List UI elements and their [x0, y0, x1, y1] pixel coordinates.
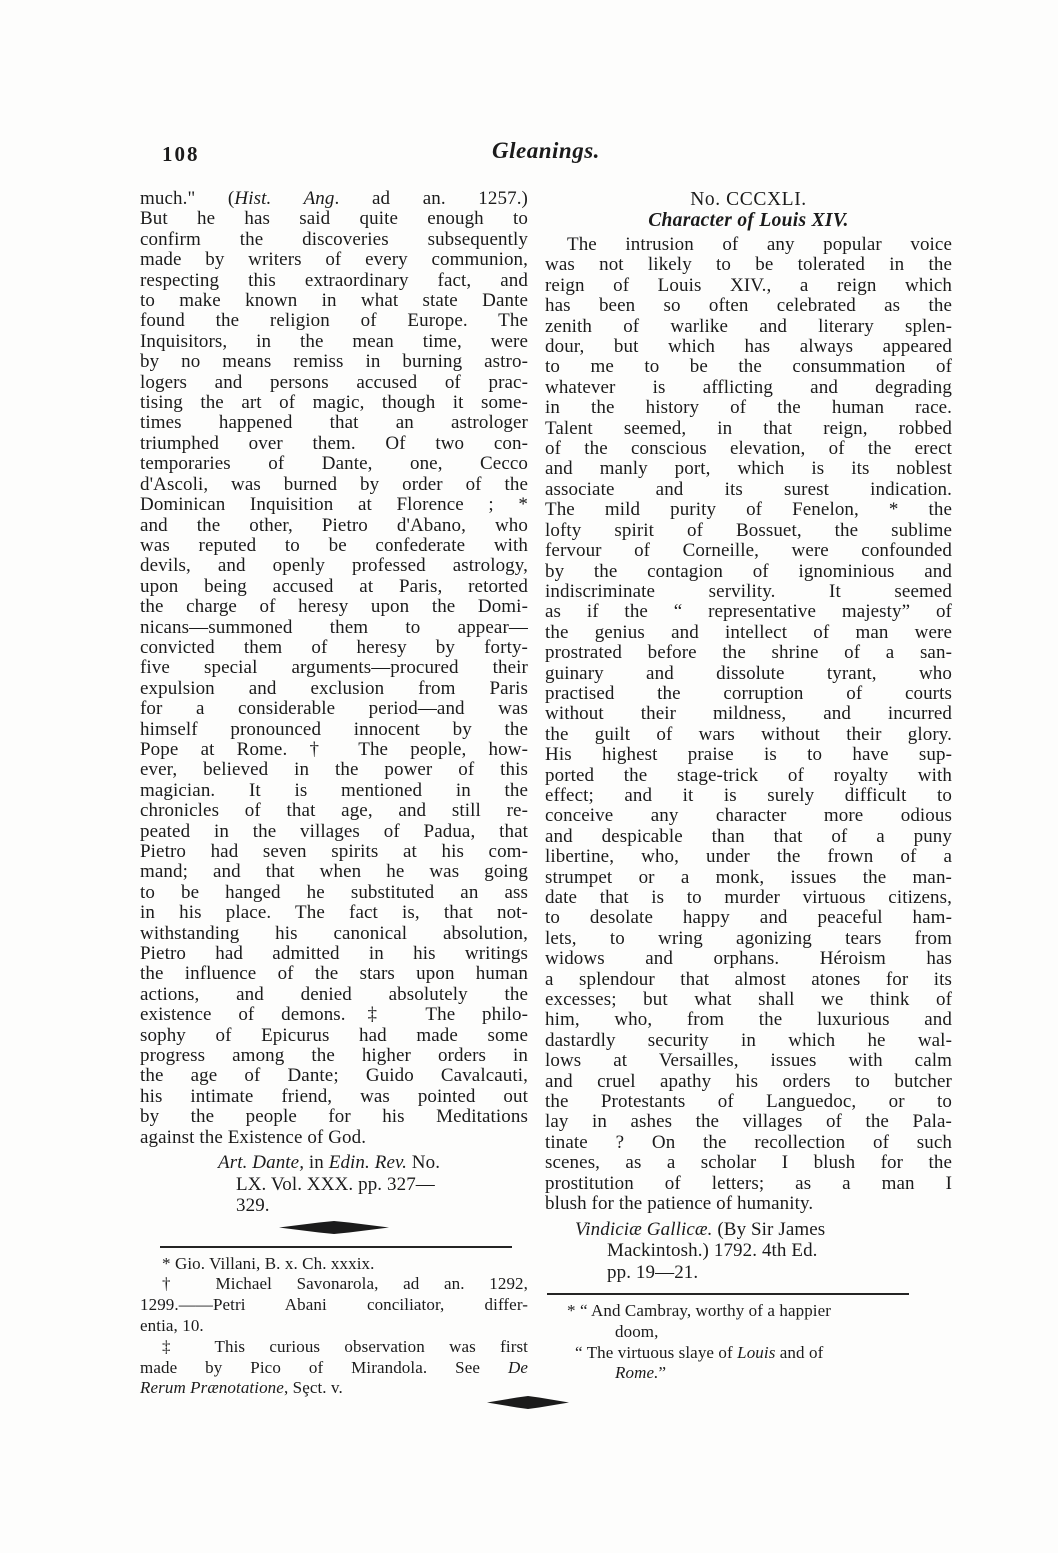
- text-line: pp. 19—21.: [607, 1261, 699, 1283]
- text-line: practised the corruption of courts: [545, 682, 952, 704]
- text-line: to be hanged he substituted an ass: [140, 881, 528, 903]
- text-line: entia, 10.: [140, 1315, 204, 1335]
- text-line: expulsion and exclusion from Paris: [140, 677, 528, 699]
- text-line: to make known in what state Dante: [140, 290, 528, 312]
- text-line: Vindiciæ Gallicæ. (By Sir James: [575, 1218, 826, 1240]
- text-line: prostrated before the shrine of a san-: [545, 642, 952, 664]
- text-line: ‡ This curious observation was first: [162, 1336, 528, 1356]
- text-line: scenes, as a scholar I blush for the: [545, 1152, 952, 1174]
- text-line: convicted them of heresy by forty-: [140, 636, 528, 658]
- text-line: him, who, from the luxurious and: [545, 1009, 952, 1031]
- text-line: and cruel apathy his orders to butcher: [545, 1070, 952, 1092]
- text-line: reign of Louis XIV., a reign which: [545, 274, 952, 296]
- text-line: lay in ashes the villages of the Pala-: [545, 1111, 952, 1133]
- page-header: [140, 138, 952, 168]
- text-line: blush for the patience of humanity.: [545, 1193, 814, 1215]
- text-line: by the people for his Meditations: [140, 1106, 528, 1128]
- article-number: No. CCCXLI.: [690, 189, 807, 210]
- text-line: logers and persons accused of prac-: [140, 371, 528, 393]
- footnote-rule: [547, 1293, 909, 1295]
- text-line: Pope at Rome. † The people, how-: [140, 738, 528, 760]
- text-line: nicans—summoned them to appear—: [140, 616, 528, 638]
- text-line: doom,: [615, 1321, 659, 1341]
- text-line: “ The virtuous slaye of Louis and of: [575, 1342, 824, 1362]
- text-line: * Gio. Villani, B. x. Ch. xxxix.: [162, 1253, 375, 1273]
- text-line: has been so often celebrated as the: [545, 295, 952, 317]
- text-line: existence of demons.‡ The philo-: [140, 1004, 528, 1026]
- right-body-text: [545, 235, 952, 1215]
- text-line: ever, believed in the power of this: [140, 759, 528, 781]
- text-line: to desolate happy and peaceful ham-: [545, 907, 952, 929]
- running-title: Gleanings.: [492, 138, 600, 163]
- article-title: Character of Louis XIV.: [648, 210, 849, 231]
- text-line: lofty spirit of Bossuet, the sublime: [545, 519, 952, 541]
- text-line: 329.: [236, 1195, 270, 1217]
- text-line: the genius and intellect of man were: [545, 621, 952, 643]
- page-number: 108: [162, 142, 200, 166]
- text-line: was not likely to be tolerated in the: [545, 254, 952, 276]
- text-line: prostitution of letters; as a man I: [545, 1172, 952, 1194]
- text-line: tising the art of magic, though it some-: [140, 392, 528, 414]
- text-line: by the contagion of ignominious and: [545, 560, 952, 582]
- text-line: strumpet or a monk, issues the man-: [545, 866, 952, 888]
- text-line: dastardly security in which he wal-: [545, 1029, 952, 1051]
- text-line: triumphed over them. Of two con-: [140, 432, 528, 454]
- left-column: [140, 189, 528, 1399]
- text-line: devils, and openly professed astrology,: [140, 555, 528, 577]
- text-line: LX. Vol. XXX. pp. 327—: [236, 1173, 435, 1195]
- text-line: Mackintosh.) 1792. 4th Ed.: [607, 1240, 818, 1261]
- text-line: lets, to wring agonizing tears from: [545, 927, 952, 949]
- text-line: himself pronounced innocent by the: [140, 718, 528, 740]
- text-line: much." (Hist. Ang. ad an. 1257.): [140, 188, 528, 209]
- text-line: widows and orphans. Héroism has: [545, 948, 952, 970]
- text-line: without their mildness, and incurred: [545, 703, 952, 725]
- text-line: the Protestants of Languedoc, or to: [545, 1091, 952, 1113]
- text-line: effect; and it is surely difficult to: [545, 784, 952, 806]
- text-line: peated in the villages of Padua, that: [140, 820, 528, 842]
- text-line: in his place. The fact is, that not-: [140, 902, 528, 924]
- text-line: temporaries of Dante, one, Cecco: [140, 453, 528, 475]
- text-line: conceive any character more odious: [545, 805, 952, 827]
- text-line: ported the stage-trick of royalty with: [545, 764, 952, 786]
- text-line: actions, and denied absolutely the: [140, 983, 528, 1005]
- text-line: respecting this extraordinary fact, and: [140, 269, 528, 291]
- text-line: Pietro had admitted in his writings: [140, 943, 528, 965]
- text-line: Talent seemed, in that reign, robbed: [545, 417, 952, 439]
- text-line: confirm the discoveries subsequently: [140, 228, 528, 250]
- text-line: the age of Dante; Guido Cavalcauti,: [140, 1065, 528, 1087]
- text-line: times happened that an astrologer: [140, 412, 528, 434]
- text-line: date that is to murder virtuous citizens,: [545, 887, 952, 908]
- text-line: progress among the higher orders in: [140, 1045, 528, 1067]
- text-line: guinary and dissolute tyrant, who: [545, 662, 952, 684]
- text-line: of the conscious elevation, of the erect: [545, 438, 952, 460]
- text-line: as if the “ representative majesty” of: [545, 601, 952, 623]
- left-footnotes: [140, 1254, 528, 1400]
- text-line: tinate ? On the recollection of such: [545, 1131, 952, 1153]
- text-line: But he has said quite enough to: [140, 208, 528, 230]
- diamond-ornament-icon: [487, 1396, 569, 1409]
- text-line: Rome.”: [615, 1363, 667, 1383]
- text-line: upon being accused at Paris, retorted: [140, 575, 528, 597]
- text-line: dour, but which has always appeared: [545, 336, 952, 358]
- text-line: the guilt of wars without their glory.: [545, 723, 952, 745]
- text-line: was reputed to be confederate with: [140, 534, 528, 556]
- text-line: found the religion of Europe. The: [140, 310, 528, 332]
- text-line: magician. It is mentioned in the: [140, 779, 528, 801]
- text-line: his intimate friend, was pointed out: [140, 1085, 528, 1107]
- text-line: indiscriminate servility. It seemed: [545, 580, 952, 602]
- text-line: d'Ascoli, was burned by order of the: [140, 473, 528, 495]
- right-footnotes: [545, 1301, 952, 1384]
- text-line: against the Existence of God.: [140, 1126, 367, 1148]
- footnote-rule: [160, 1246, 512, 1248]
- text-line: 1299.——Petri Abani conciliator, differ-: [140, 1295, 528, 1315]
- text-line: the influence of the stars upon human: [140, 963, 528, 985]
- text-line: and manly port, which is its noblest: [545, 458, 952, 480]
- text-line: The intrusion of any popular voice: [567, 234, 952, 255]
- text-line: Inquisitors, in the mean time, were: [140, 330, 528, 352]
- text-line: and despicable than that of a puny: [545, 825, 952, 847]
- text-line: mand; and that when he was going: [140, 861, 528, 883]
- text-line: Pietro had seven spirits at his com-: [140, 841, 528, 862]
- text-line: to me to be the consummation of: [545, 356, 952, 378]
- text-line: for a considerable period—and was: [140, 698, 528, 720]
- text-line: withstanding his canonical absolution,: [140, 922, 528, 944]
- text-line: associate and its surest indication.: [545, 478, 952, 500]
- text-line: the charge of heresy upon the Domi-: [140, 596, 528, 618]
- text-line: lows at Versailles, issues with calm: [545, 1050, 952, 1072]
- text-line: Art. Dante, in Edin. Rev. No.: [218, 1152, 441, 1174]
- text-line: * “ And Cambray, worthy of a happier: [567, 1301, 832, 1320]
- text-line: whatever is afflicting and degrading: [545, 376, 952, 398]
- text-line: † Michael Savonarola, ad an. 1292,: [162, 1274, 528, 1294]
- left-citation: [140, 1152, 528, 1217]
- text-line: His highest praise is to have sup-: [545, 744, 952, 766]
- text-line: Rerum Prænotatione, Sȩct. v.: [140, 1378, 343, 1398]
- text-line: excesses; but what shall we think of: [545, 989, 952, 1011]
- left-body-text: [140, 189, 528, 1148]
- text-line: and the other, Pietro d'Abano, who: [140, 514, 528, 536]
- text-line: in the history of the human race.: [545, 397, 952, 419]
- text-line: a splendour that almost atones for its: [545, 968, 952, 990]
- text-line: chronicles of that age, and still re-: [140, 800, 528, 822]
- text-line: made by writers of every communion,: [140, 249, 528, 271]
- text-line: zenith of warlike and literary splen-: [545, 315, 952, 337]
- text-line: sophy of Epicurus had made some: [140, 1024, 528, 1046]
- right-citation: [545, 1219, 952, 1284]
- text-line: five special arguments—procured their: [140, 657, 528, 679]
- text-line: Dominican Inquisition at Florence ; *: [140, 494, 528, 516]
- text-line: by no means remiss in burning astro-: [140, 351, 528, 373]
- diamond-ornament-icon: [279, 1221, 389, 1234]
- text-line: libertine, who, under the frown of a: [545, 846, 952, 868]
- text-line: The mild purity of Fenelon, * the: [545, 499, 952, 521]
- right-column: [545, 189, 952, 1384]
- text-line: made by Pico of Mirandola. See De: [140, 1357, 528, 1377]
- text-line: fervour of Corneille, were confounded: [545, 540, 952, 562]
